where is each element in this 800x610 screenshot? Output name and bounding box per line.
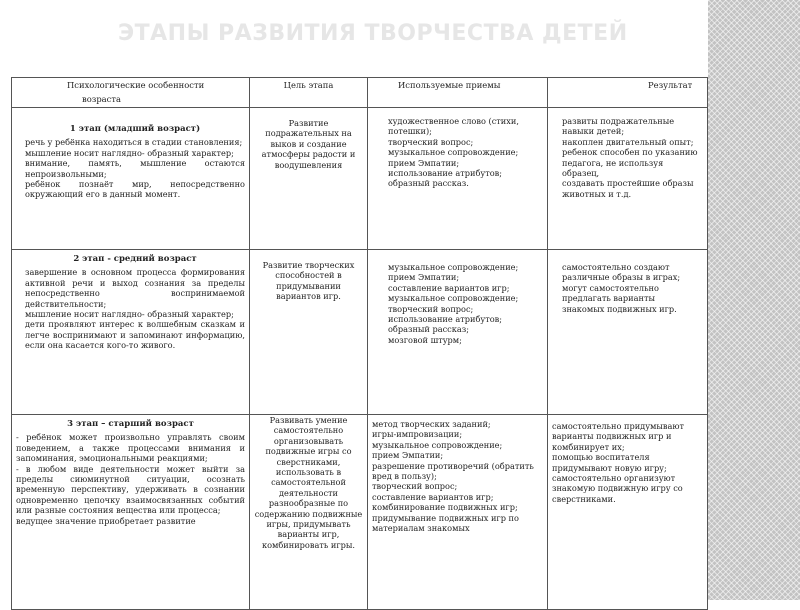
- result-item: создавать простейшие образы животных и т.д.: [562, 178, 694, 199]
- stage-title: 3 этап – старший возраст: [67, 419, 194, 429]
- header-methods: Используемые приемы: [368, 78, 548, 108]
- feature-item: ребёнок познаёт мир, непосредственно окружающий его в данный момент.: [25, 179, 245, 200]
- stage-result-cell: [548, 250, 708, 415]
- stage-features-cell: [12, 250, 250, 415]
- stage-goal-cell: Развивать умение самостоятельно организовывать подвижные игры со сверстниками, использовать в самостоятельной деятельности разнообразные по содержанию подвижные игры, придумывать варианты игр, комбинировать игры.: [250, 415, 368, 610]
- feature-item: мышление носит наглядно- образный характер;: [25, 147, 234, 158]
- method-item: творческий вопрос;: [372, 481, 458, 492]
- method-item: использование атрибутов;: [388, 314, 503, 325]
- method-item: составление вариантов игр;: [388, 282, 510, 293]
- method-item: использование атрибутов;: [388, 168, 503, 179]
- stage-title: 1 этап (младший возраст): [69, 124, 201, 134]
- method-item: художественное слово (стихи, потешки);: [388, 116, 519, 137]
- method-item: прием Эмпатии;: [388, 272, 460, 283]
- feature-item: речь у ребёнка находиться в стадии становления;: [25, 137, 243, 148]
- stage-goal-cell: Развитие творческих способностей в придумывании вариантов игр.: [250, 250, 368, 415]
- stage-title: 2 этап - средний возраст: [73, 254, 197, 264]
- method-item: мозговой штурм;: [388, 334, 462, 345]
- method-item: игры-импровизации;: [372, 429, 463, 440]
- result-item: самостоятельно создают различные образы в играх;: [562, 262, 681, 283]
- method-item: разрешение противоречий (обратить вред в пользу);: [372, 460, 534, 482]
- stage-methods-cell: [368, 250, 548, 415]
- header-goal: Цель этапа: [250, 78, 368, 108]
- result-item: ребенок способен по указанию педагога, не используя образец,: [562, 147, 698, 179]
- method-item: придумывание подвижных игр по материалам знакомых: [372, 512, 519, 534]
- feature-item: - в любом виде деятельности может выйти за пределы сиюминутной ситуации, осознать временную перспективу, удерживать в сознании одновременно цепочку взаимосвязанных событий или разные состояния вещества или процесса;: [16, 463, 245, 516]
- table-row: [12, 250, 708, 415]
- stage-result-cell: [548, 108, 708, 250]
- method-item: музыкальное сопровождение;: [388, 262, 519, 272]
- stage-methods-cell: [368, 415, 548, 610]
- method-item: творческий вопрос;: [388, 303, 474, 314]
- result-item: накоплен двигательный опыт;: [562, 136, 694, 147]
- header-psych-line2: возраста: [82, 94, 121, 104]
- result-item: самостоятельно придумывают варианты подвижных игр и комбинирует их;: [552, 421, 685, 452]
- method-item: музыкальное сопровождение;: [388, 147, 519, 158]
- feature-item: дети проявляют интерес к волшебным сказкам и легче воспринимают и запоминают информацию, если она касается кого-то живого.: [25, 319, 245, 351]
- method-item: комбинирование подвижных игр;: [372, 502, 518, 513]
- method-item: творческий вопрос;: [388, 136, 474, 147]
- header-psych-features: [12, 78, 250, 108]
- feature-item: завершение в основном процесса формирования активной речи и выход сознания за пределы непосредственно воспринимаемой действительности;: [25, 267, 245, 309]
- method-item: метод творческих заданий;: [372, 419, 491, 429]
- method-item: составление вариантов игр;: [372, 491, 494, 502]
- stage-result-cell: [548, 415, 708, 610]
- slide-title: ЭТАПЫ РАЗВИТИЯ ТВОРЧЕСТВА ДЕТЕЙ: [118, 21, 628, 46]
- table-row: [12, 108, 708, 250]
- result-item: самостоятельно организуют знакомую подвижную игру со сверстниками.: [552, 473, 683, 504]
- result-item: могут самостоятельно предлагать варианты знакомых подвижных игр.: [562, 282, 677, 314]
- header-result: Результат: [548, 78, 708, 108]
- method-item: прием Эмпатии;: [372, 450, 444, 461]
- method-item: музыкальное сопровождение;: [388, 293, 519, 304]
- method-item: музыкальное сопровождение;: [372, 439, 503, 450]
- stage-methods-cell: [368, 108, 548, 250]
- stage-features-cell: [12, 108, 250, 250]
- method-item: прием Эмпатии;: [388, 157, 460, 168]
- stage-features-cell: [12, 415, 250, 610]
- decorative-side-stripe: [708, 0, 800, 600]
- feature-item: - ребёнок может произвольно управлять своим поведением, а также процессами внимания и запоминания, эмоциональными реакциями;: [16, 432, 245, 464]
- feature-item: внимание, память, мышление остаются непроизвольными;: [25, 158, 245, 179]
- feature-item: мышление носит наглядно- образный характер;: [25, 309, 234, 320]
- method-item: образный рассказ;: [388, 324, 469, 335]
- method-item: образный рассказ.: [388, 178, 469, 189]
- stages-table: [11, 77, 708, 610]
- result-item: развиты подражательные навыки детей;: [562, 116, 675, 137]
- feature-item: ведущее значение приобретает развитие: [16, 515, 196, 526]
- result-item: помощью воспитателя придумывают новую игру;: [552, 452, 667, 473]
- table-header-row: [12, 78, 708, 108]
- stage-goal-cell: Развитие подражательных на выков и создание атмосферы радости и воодушевления: [250, 108, 368, 250]
- table-row: [12, 415, 708, 610]
- header-psych-line1: Психологические особенности: [67, 80, 205, 90]
